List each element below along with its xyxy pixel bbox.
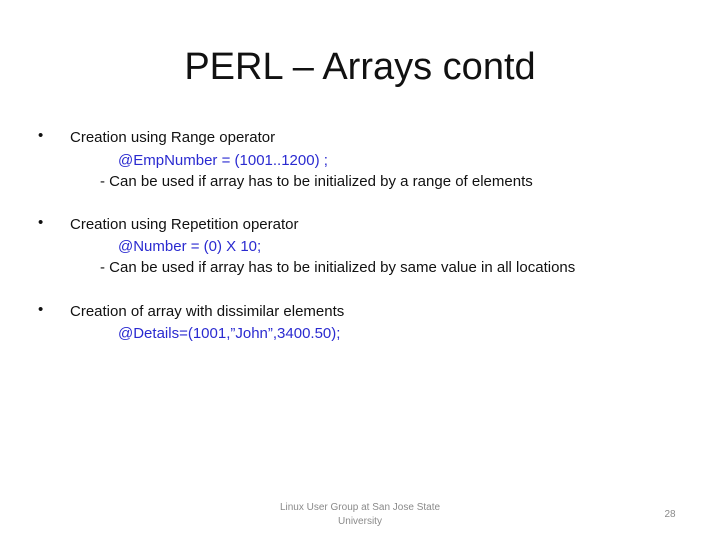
bullet-text: Creation of array with dissimilar elements (70, 303, 345, 320)
footer-line: Linux User Group at San Jose State (279, 502, 441, 513)
bullet-icon: • (38, 214, 44, 231)
bullet-text: Creation using Repetition operator (70, 216, 299, 233)
code-example: @Number = (0) X 10; (118, 238, 262, 255)
page-number: 28 (664, 509, 676, 520)
bullet-icon: • (38, 301, 44, 318)
footer-line: University (338, 516, 382, 527)
usage-note: - Can be used if array has to be initialized by same value in all locations (100, 259, 576, 276)
bullet-text: Creation using Range operator (70, 129, 276, 146)
slide-footer (240, 501, 480, 529)
slide-title: PERL – Arrays contd (184, 46, 536, 88)
code-example: @Details=(1001,”John”,3400.50); (118, 325, 341, 342)
bullet-icon: • (38, 127, 44, 144)
code-example: @EmpNumber = (1001..1200) ; (118, 152, 328, 169)
usage-note: - Can be used if array has to be initialized by a range of elements (100, 173, 533, 190)
